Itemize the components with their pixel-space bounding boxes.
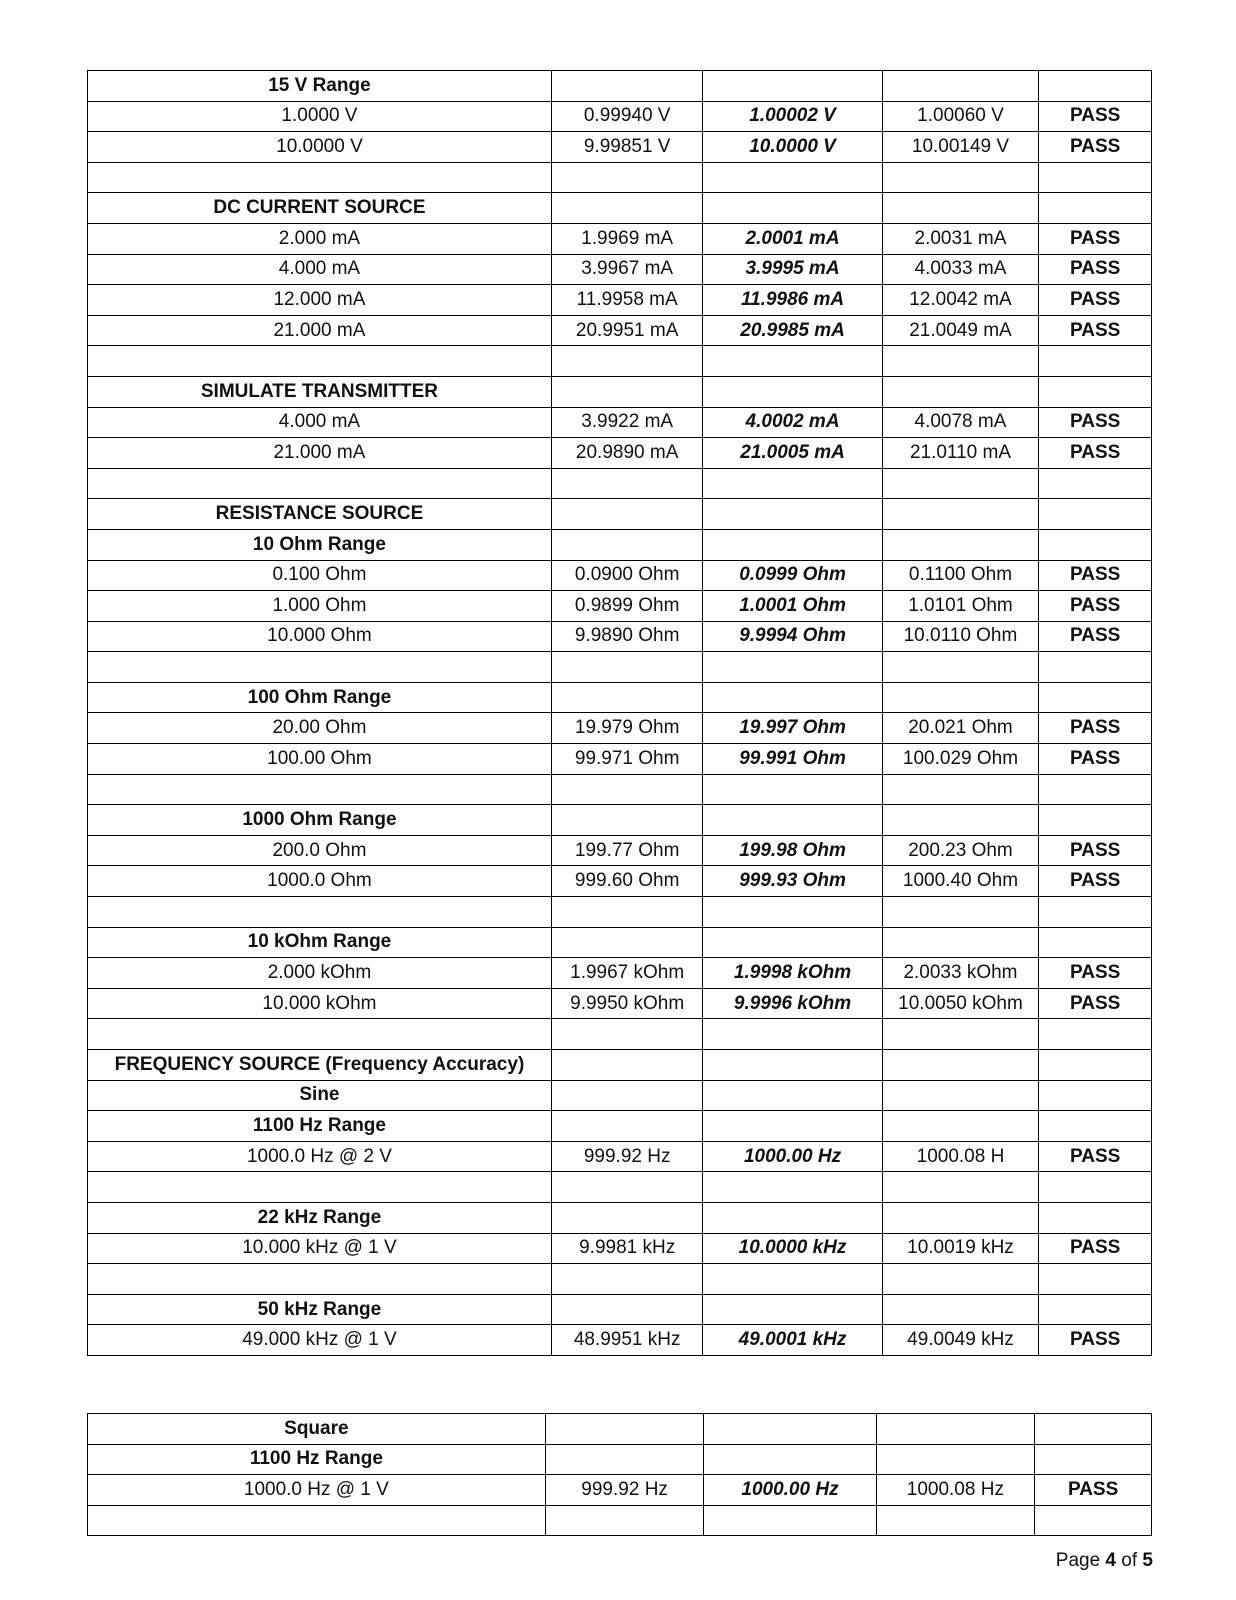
result-cell <box>1039 1202 1152 1233</box>
upper-limit-cell <box>882 1111 1039 1142</box>
section-heading-row <box>88 71 1152 102</box>
lower-limit-cell <box>551 652 703 683</box>
result-cell: PASS <box>1039 101 1152 132</box>
nominal-cell: 21.000 mA <box>88 438 552 469</box>
result-cell: PASS <box>1039 285 1152 316</box>
lower-limit-cell <box>545 1414 704 1445</box>
result-cell <box>1035 1414 1152 1445</box>
upper-limit-cell <box>882 71 1039 102</box>
nominal-cell <box>88 1505 546 1536</box>
measured-cell <box>704 1505 876 1536</box>
lower-limit-cell: 9.9950 kOhm <box>551 988 703 1019</box>
upper-limit-cell <box>882 193 1039 224</box>
upper-limit-cell: 100.029 Ohm <box>882 744 1039 775</box>
table-row <box>88 560 1152 591</box>
result-cell: PASS <box>1039 223 1152 254</box>
measured-cell <box>703 1172 882 1203</box>
lower-limit-cell <box>551 1111 703 1142</box>
nominal-cell <box>88 468 552 499</box>
section-heading: SIMULATE TRANSMITTER <box>88 376 552 407</box>
page-total: 5 <box>1142 1550 1153 1571</box>
measured-cell <box>703 376 882 407</box>
section-heading: Square <box>88 1414 546 1445</box>
result-cell: PASS <box>1039 744 1152 775</box>
measured-cell <box>703 1111 882 1142</box>
nominal-cell <box>88 346 552 377</box>
table-row <box>88 285 1152 316</box>
result-cell <box>1039 1111 1152 1142</box>
lower-limit-cell: 3.9922 mA <box>551 407 703 438</box>
nominal-cell: 100.00 Ohm <box>88 744 552 775</box>
blank-row <box>88 774 1152 805</box>
result-cell <box>1039 529 1152 560</box>
nominal-cell: 21.000 mA <box>88 315 552 346</box>
measured-cell: 1000.00 Hz <box>703 1141 882 1172</box>
measured-cell: 1.00002 V <box>703 101 882 132</box>
result-cell <box>1039 499 1152 530</box>
measured-cell <box>703 774 882 805</box>
lower-limit-cell: 9.9981 kHz <box>551 1233 703 1264</box>
upper-limit-cell: 49.0049 kHz <box>882 1325 1039 1356</box>
page-number: 4 <box>1105 1550 1116 1571</box>
upper-limit-cell: 0.1100 Ohm <box>882 560 1039 591</box>
table-row <box>88 407 1152 438</box>
calibration-table <box>87 70 1152 1356</box>
nominal-cell: 20.00 Ohm <box>88 713 552 744</box>
measured-cell <box>703 1264 882 1295</box>
result-cell: PASS <box>1039 315 1152 346</box>
section-heading-row <box>88 1111 1152 1142</box>
result-cell <box>1039 774 1152 805</box>
result-cell: PASS <box>1039 560 1152 591</box>
section-heading: 100 Ohm Range <box>88 682 552 713</box>
upper-limit-cell: 21.0110 mA <box>882 438 1039 469</box>
upper-limit-cell <box>882 162 1039 193</box>
nominal-cell: 1000.0 Ohm <box>88 866 552 897</box>
upper-limit-cell: 10.0019 kHz <box>882 1233 1039 1264</box>
nominal-cell <box>88 1019 552 1050</box>
result-cell <box>1039 1080 1152 1111</box>
section-heading: 15 V Range <box>88 71 552 102</box>
upper-limit-cell <box>882 1080 1039 1111</box>
result-cell: PASS <box>1039 591 1152 622</box>
lower-limit-cell <box>551 71 703 102</box>
measured-cell: 49.0001 kHz <box>703 1325 882 1356</box>
result-cell: PASS <box>1039 835 1152 866</box>
result-cell: PASS <box>1039 1233 1152 1264</box>
section-heading-row <box>88 1050 1152 1081</box>
section-heading-row <box>88 1202 1152 1233</box>
lower-limit-cell <box>551 162 703 193</box>
lower-limit-cell: 1.9967 kOhm <box>551 958 703 989</box>
nominal-cell: 10.0000 V <box>88 132 552 163</box>
upper-limit-cell <box>882 346 1039 377</box>
of-word: of <box>1121 1550 1138 1571</box>
lower-limit-cell <box>551 1172 703 1203</box>
blank-row <box>88 1019 1152 1050</box>
section-heading-row <box>88 193 1152 224</box>
table-row <box>88 101 1152 132</box>
result-cell <box>1039 682 1152 713</box>
lower-limit-cell <box>551 927 703 958</box>
lower-limit-cell <box>551 1264 703 1295</box>
blank-row <box>88 1172 1152 1203</box>
lower-limit-cell: 9.9890 Ohm <box>551 621 703 652</box>
table-row <box>88 254 1152 285</box>
measured-cell <box>703 682 882 713</box>
section-heading: FREQUENCY SOURCE (Frequency Accuracy) <box>88 1050 552 1081</box>
nominal-cell: 10.000 kHz @ 1 V <box>88 1233 552 1264</box>
table-row <box>88 988 1152 1019</box>
section-heading: 1000 Ohm Range <box>88 805 552 836</box>
lower-limit-cell <box>551 774 703 805</box>
upper-limit-cell <box>882 897 1039 928</box>
square-wave-table-body <box>88 1414 1152 1536</box>
upper-limit-cell: 12.0042 mA <box>882 285 1039 316</box>
lower-limit-cell <box>551 1294 703 1325</box>
nominal-cell: 4.000 mA <box>88 407 552 438</box>
upper-limit-cell <box>876 1505 1035 1536</box>
section-heading-row <box>88 1414 1152 1445</box>
blank-row <box>88 1264 1152 1295</box>
section-heading-row <box>88 682 1152 713</box>
lower-limit-cell: 11.9958 mA <box>551 285 703 316</box>
nominal-cell <box>88 774 552 805</box>
lower-limit-cell: 1.9969 mA <box>551 223 703 254</box>
result-cell: PASS <box>1035 1475 1152 1506</box>
section-heading-row <box>88 1080 1152 1111</box>
table-row <box>88 315 1152 346</box>
upper-limit-cell <box>882 805 1039 836</box>
measured-cell: 199.98 Ohm <box>703 835 882 866</box>
upper-limit-cell <box>882 468 1039 499</box>
upper-limit-cell: 1000.08 Hz <box>876 1475 1035 1506</box>
measured-cell <box>703 1050 882 1081</box>
measured-cell: 99.991 Ohm <box>703 744 882 775</box>
nominal-cell: 1000.0 Hz @ 1 V <box>88 1475 546 1506</box>
lower-limit-cell <box>551 1202 703 1233</box>
lower-limit-cell: 0.0900 Ohm <box>551 560 703 591</box>
nominal-cell: 2.000 kOhm <box>88 958 552 989</box>
upper-limit-cell <box>882 1202 1039 1233</box>
measured-cell <box>703 71 882 102</box>
calibration-table-body <box>88 71 1152 1356</box>
upper-limit-cell: 20.021 Ohm <box>882 713 1039 744</box>
table-row <box>88 621 1152 652</box>
section-heading-row <box>88 499 1152 530</box>
measured-cell <box>703 1294 882 1325</box>
lower-limit-cell <box>551 805 703 836</box>
measured-cell <box>703 652 882 683</box>
result-cell <box>1039 652 1152 683</box>
result-cell <box>1039 1050 1152 1081</box>
upper-limit-cell: 1000.08 H <box>882 1141 1039 1172</box>
result-cell: PASS <box>1039 1141 1152 1172</box>
lower-limit-cell: 19.979 Ohm <box>551 713 703 744</box>
nominal-cell: 1.0000 V <box>88 101 552 132</box>
measured-cell: 1000.00 Hz <box>704 1475 876 1506</box>
measured-cell: 10.0000 kHz <box>703 1233 882 1264</box>
result-cell <box>1039 927 1152 958</box>
lower-limit-cell <box>551 1019 703 1050</box>
nominal-cell: 1000.0 Hz @ 2 V <box>88 1141 552 1172</box>
lower-limit-cell: 0.99940 V <box>551 101 703 132</box>
measured-cell: 11.9986 mA <box>703 285 882 316</box>
upper-limit-cell: 21.0049 mA <box>882 315 1039 346</box>
square-wave-table <box>87 1413 1152 1536</box>
lower-limit-cell <box>551 682 703 713</box>
section-heading-row <box>88 376 1152 407</box>
nominal-cell <box>88 1172 552 1203</box>
measured-cell: 20.9985 mA <box>703 315 882 346</box>
table-row <box>88 1233 1152 1264</box>
table-row <box>88 835 1152 866</box>
measured-cell: 10.0000 V <box>703 132 882 163</box>
measured-cell <box>703 897 882 928</box>
upper-limit-cell: 10.00149 V <box>882 132 1039 163</box>
upper-limit-cell <box>882 1294 1039 1325</box>
measured-cell <box>703 1080 882 1111</box>
nominal-cell: 10.000 kOhm <box>88 988 552 1019</box>
nominal-cell: 10.000 Ohm <box>88 621 552 652</box>
table-row <box>88 1475 1152 1506</box>
result-cell <box>1039 468 1152 499</box>
result-cell: PASS <box>1039 254 1152 285</box>
upper-limit-cell: 200.23 Ohm <box>882 835 1039 866</box>
result-cell: PASS <box>1039 713 1152 744</box>
result-cell <box>1035 1505 1152 1536</box>
table-row <box>88 438 1152 469</box>
section-heading: 1100 Hz Range <box>88 1444 546 1475</box>
section-heading-row <box>88 529 1152 560</box>
upper-limit-cell: 4.0033 mA <box>882 254 1039 285</box>
measured-cell: 9.9996 kOhm <box>703 988 882 1019</box>
blank-row <box>88 897 1152 928</box>
upper-limit-cell <box>882 774 1039 805</box>
upper-limit-cell <box>882 529 1039 560</box>
lower-limit-cell <box>545 1505 704 1536</box>
lower-limit-cell: 9.99851 V <box>551 132 703 163</box>
blank-row <box>88 1505 1152 1536</box>
table-row <box>88 1141 1152 1172</box>
table-row <box>88 223 1152 254</box>
blank-row <box>88 162 1152 193</box>
measured-cell <box>703 805 882 836</box>
upper-limit-cell <box>882 376 1039 407</box>
upper-limit-cell: 2.0031 mA <box>882 223 1039 254</box>
blank-row <box>88 652 1152 683</box>
lower-limit-cell: 999.92 Hz <box>551 1141 703 1172</box>
measured-cell <box>703 927 882 958</box>
nominal-cell: 4.000 mA <box>88 254 552 285</box>
page-footer <box>1056 1550 1153 1572</box>
lower-limit-cell <box>545 1444 704 1475</box>
section-heading-row <box>88 805 1152 836</box>
lower-limit-cell: 0.9899 Ohm <box>551 591 703 622</box>
upper-limit-cell <box>882 652 1039 683</box>
lower-limit-cell <box>551 1080 703 1111</box>
lower-limit-cell: 199.77 Ohm <box>551 835 703 866</box>
lower-limit-cell: 999.60 Ohm <box>551 866 703 897</box>
section-heading-row <box>88 1294 1152 1325</box>
lower-limit-cell <box>551 346 703 377</box>
section-heading: 50 kHz Range <box>88 1294 552 1325</box>
lower-limit-cell: 999.92 Hz <box>545 1475 704 1506</box>
measured-cell <box>703 468 882 499</box>
result-cell: PASS <box>1039 407 1152 438</box>
table-row <box>88 958 1152 989</box>
upper-limit-cell: 1.0101 Ohm <box>882 591 1039 622</box>
nominal-cell: 0.100 Ohm <box>88 560 552 591</box>
upper-limit-cell <box>882 499 1039 530</box>
measured-cell: 21.0005 mA <box>703 438 882 469</box>
upper-limit-cell <box>876 1414 1035 1445</box>
measured-cell: 0.0999 Ohm <box>703 560 882 591</box>
measured-cell <box>703 1019 882 1050</box>
upper-limit-cell <box>882 1264 1039 1295</box>
measured-cell: 999.93 Ohm <box>703 866 882 897</box>
result-cell: PASS <box>1039 132 1152 163</box>
page-word: Page <box>1055 1550 1101 1571</box>
nominal-cell: 1.000 Ohm <box>88 591 552 622</box>
section-heading: Sine <box>88 1080 552 1111</box>
section-heading-row <box>88 1444 1152 1475</box>
upper-limit-cell: 4.0078 mA <box>882 407 1039 438</box>
upper-limit-cell: 1.00060 V <box>882 101 1039 132</box>
lower-limit-cell <box>551 529 703 560</box>
section-heading: 10 kOhm Range <box>88 927 552 958</box>
nominal-cell <box>88 897 552 928</box>
lower-limit-cell <box>551 1050 703 1081</box>
nominal-cell <box>88 1264 552 1295</box>
upper-limit-cell: 1000.40 Ohm <box>882 866 1039 897</box>
section-heading-row <box>88 927 1152 958</box>
upper-limit-cell <box>882 1172 1039 1203</box>
nominal-cell <box>88 162 552 193</box>
lower-limit-cell: 48.9951 kHz <box>551 1325 703 1356</box>
measured-cell <box>703 162 882 193</box>
lower-limit-cell <box>551 193 703 224</box>
lower-limit-cell: 20.9890 mA <box>551 438 703 469</box>
result-cell <box>1039 346 1152 377</box>
lower-limit-cell: 99.971 Ohm <box>551 744 703 775</box>
result-cell: PASS <box>1039 988 1152 1019</box>
nominal-cell: 49.000 kHz @ 1 V <box>88 1325 552 1356</box>
upper-limit-cell <box>882 1019 1039 1050</box>
result-cell <box>1039 193 1152 224</box>
measured-cell <box>703 346 882 377</box>
table-row <box>88 713 1152 744</box>
upper-limit-cell <box>882 927 1039 958</box>
blank-row <box>88 468 1152 499</box>
upper-limit-cell: 10.0050 kOhm <box>882 988 1039 1019</box>
measured-cell <box>704 1414 876 1445</box>
measured-cell: 1.0001 Ohm <box>703 591 882 622</box>
result-cell <box>1039 71 1152 102</box>
measured-cell: 19.997 Ohm <box>703 713 882 744</box>
upper-limit-cell <box>876 1444 1035 1475</box>
section-heading: RESISTANCE SOURCE <box>88 499 552 530</box>
measured-cell: 3.9995 mA <box>703 254 882 285</box>
result-cell <box>1035 1444 1152 1475</box>
table-row <box>88 1325 1152 1356</box>
section-heading: 22 kHz Range <box>88 1202 552 1233</box>
result-cell <box>1039 805 1152 836</box>
nominal-cell: 2.000 mA <box>88 223 552 254</box>
result-cell <box>1039 1019 1152 1050</box>
result-cell <box>1039 1264 1152 1295</box>
measured-cell: 1.9998 kOhm <box>703 958 882 989</box>
measured-cell <box>703 1202 882 1233</box>
table-row <box>88 866 1152 897</box>
lower-limit-cell <box>551 376 703 407</box>
table-row <box>88 591 1152 622</box>
measured-cell <box>703 529 882 560</box>
measured-cell: 9.9994 Ohm <box>703 621 882 652</box>
measured-cell: 4.0002 mA <box>703 407 882 438</box>
lower-limit-cell <box>551 499 703 530</box>
lower-limit-cell <box>551 468 703 499</box>
upper-limit-cell: 2.0033 kOhm <box>882 958 1039 989</box>
lower-limit-cell: 20.9951 mA <box>551 315 703 346</box>
result-cell <box>1039 897 1152 928</box>
section-heading: DC CURRENT SOURCE <box>88 193 552 224</box>
result-cell: PASS <box>1039 958 1152 989</box>
nominal-cell: 200.0 Ohm <box>88 835 552 866</box>
result-cell: PASS <box>1039 866 1152 897</box>
lower-limit-cell <box>551 897 703 928</box>
result-cell <box>1039 376 1152 407</box>
lower-limit-cell: 3.9967 mA <box>551 254 703 285</box>
measured-cell <box>703 499 882 530</box>
measured-cell <box>703 193 882 224</box>
nominal-cell <box>88 652 552 683</box>
result-cell: PASS <box>1039 621 1152 652</box>
result-cell <box>1039 162 1152 193</box>
measured-cell <box>704 1444 876 1475</box>
upper-limit-cell <box>882 1050 1039 1081</box>
result-cell: PASS <box>1039 1325 1152 1356</box>
blank-row <box>88 346 1152 377</box>
table-row <box>88 132 1152 163</box>
measured-cell: 2.0001 mA <box>703 223 882 254</box>
result-cell <box>1039 1172 1152 1203</box>
section-heading: 1100 Hz Range <box>88 1111 552 1142</box>
table-row <box>88 744 1152 775</box>
upper-limit-cell: 10.0110 Ohm <box>882 621 1039 652</box>
result-cell: PASS <box>1039 438 1152 469</box>
nominal-cell: 12.000 mA <box>88 285 552 316</box>
upper-limit-cell <box>882 682 1039 713</box>
result-cell <box>1039 1294 1152 1325</box>
section-heading: 10 Ohm Range <box>88 529 552 560</box>
